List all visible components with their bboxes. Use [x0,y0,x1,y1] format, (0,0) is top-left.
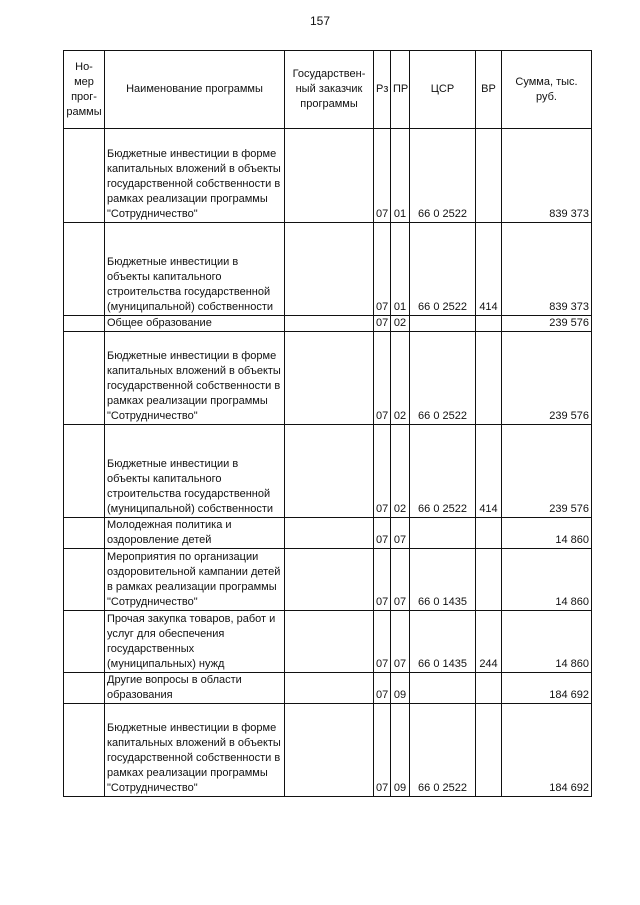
cell-program-number [64,549,105,611]
cell-sum: 239 576 [502,316,592,332]
cell-csr [410,673,476,704]
header-program-number: Но-мер прог-раммы [64,51,105,129]
table-row [64,704,592,797]
cell-customer [285,518,374,549]
header-program-name: Наименование программы [105,51,285,129]
cell-csr: 66 0 2522 [410,129,476,223]
cell-pr: 02 [391,425,410,518]
cell-rz: 07 [374,332,391,425]
cell-customer [285,673,374,704]
cell-sum: 239 576 [502,425,592,518]
cell-vr [476,518,502,549]
cell-vr [476,332,502,425]
cell-customer [285,316,374,332]
cell-program-number [64,704,105,797]
cell-customer [285,129,374,223]
header-sum: Сумма, тыс. руб. [502,51,592,129]
budget-table [63,50,592,797]
cell-program-name: Прочая закупка товаров, работ и услуг для обеспечения государственных (муниципальных) нужд [105,611,285,673]
cell-customer [285,704,374,797]
cell-program-number [64,425,105,518]
cell-rz: 07 [374,611,391,673]
cell-sum: 14 860 [502,611,592,673]
header-row [64,51,592,129]
cell-sum: 14 860 [502,549,592,611]
cell-rz: 07 [374,549,391,611]
cell-pr: 01 [391,129,410,223]
cell-program-number [64,611,105,673]
cell-rz: 07 [374,129,391,223]
cell-sum: 839 373 [502,129,592,223]
table-row [64,316,592,332]
cell-customer [285,332,374,425]
cell-program-number [64,129,105,223]
cell-vr [476,704,502,797]
table-row [64,611,592,673]
table-row [64,518,592,549]
header-vr: ВР [476,51,502,129]
table-row [64,425,592,518]
cell-vr [476,673,502,704]
cell-sum: 184 692 [502,673,592,704]
cell-vr: 414 [476,425,502,518]
cell-pr: 02 [391,332,410,425]
cell-rz: 07 [374,704,391,797]
header-rz: Рз [374,51,391,129]
cell-rz: 07 [374,673,391,704]
cell-pr: 02 [391,316,410,332]
cell-program-name: Бюджетные инвестиции в форме капитальных вложений в объекты государственной собственности в рамках реализации программы "Сотрудничество" [105,332,285,425]
cell-program-number [64,332,105,425]
table-row [64,223,592,316]
cell-program-name: Мероприятия по организации оздоровительной кампании детей в рамках реализации программы "Сотрудничество" [105,549,285,611]
cell-vr: 244 [476,611,502,673]
page-number: 157 [309,14,331,28]
cell-sum: 239 576 [502,332,592,425]
cell-pr: 07 [391,518,410,549]
header-csr: ЦСР [410,51,476,129]
cell-sum: 184 692 [502,704,592,797]
cell-sum: 839 373 [502,223,592,316]
cell-program-name: Молодежная политика и оздоровление детей [105,518,285,549]
cell-program-number [64,673,105,704]
cell-customer [285,549,374,611]
cell-csr: 66 0 1435 [410,549,476,611]
cell-vr: 414 [476,223,502,316]
cell-program-name: Бюджетные инвестиции в форме капитальных вложений в объекты государственной собственности в рамках реализации программы "Сотрудничество" [105,129,285,223]
cell-customer [285,611,374,673]
cell-program-name: Общее образование [105,316,285,332]
cell-csr: 66 0 1435 [410,611,476,673]
cell-pr: 09 [391,673,410,704]
cell-vr [476,316,502,332]
cell-pr: 07 [391,549,410,611]
cell-rz: 07 [374,518,391,549]
cell-vr [476,549,502,611]
cell-csr: 66 0 2522 [410,704,476,797]
cell-pr: 07 [391,611,410,673]
cell-sum: 14 860 [502,518,592,549]
cell-vr [476,129,502,223]
cell-rz: 07 [374,425,391,518]
cell-pr: 09 [391,704,410,797]
table-row [64,549,592,611]
cell-program-number [64,316,105,332]
cell-csr: 66 0 2522 [410,425,476,518]
header-pr: ПР [391,51,410,129]
cell-program-name: Бюджетные инвестиции в объекты капитального строительства государственной (муниципальной) собственности [105,223,285,316]
cell-rz: 07 [374,223,391,316]
cell-program-number [64,223,105,316]
cell-program-name: Другие вопросы в области образования [105,673,285,704]
cell-csr [410,316,476,332]
table-row [64,332,592,425]
header-customer: Государствен-ный заказчик программы [285,51,374,129]
cell-customer [285,425,374,518]
cell-customer [285,223,374,316]
cell-csr: 66 0 2522 [410,332,476,425]
cell-csr [410,518,476,549]
cell-csr: 66 0 2522 [410,223,476,316]
table-row [64,129,592,223]
table-row [64,673,592,704]
cell-program-name: Бюджетные инвестиции в форме капитальных вложений в объекты государственной собственности в рамках реализации программы "Сотрудничество" [105,704,285,797]
cell-rz: 07 [374,316,391,332]
cell-program-number [64,518,105,549]
cell-pr: 01 [391,223,410,316]
cell-program-name: Бюджетные инвестиции в объекты капитального строительства государственной (муниципальной) собственности [105,425,285,518]
